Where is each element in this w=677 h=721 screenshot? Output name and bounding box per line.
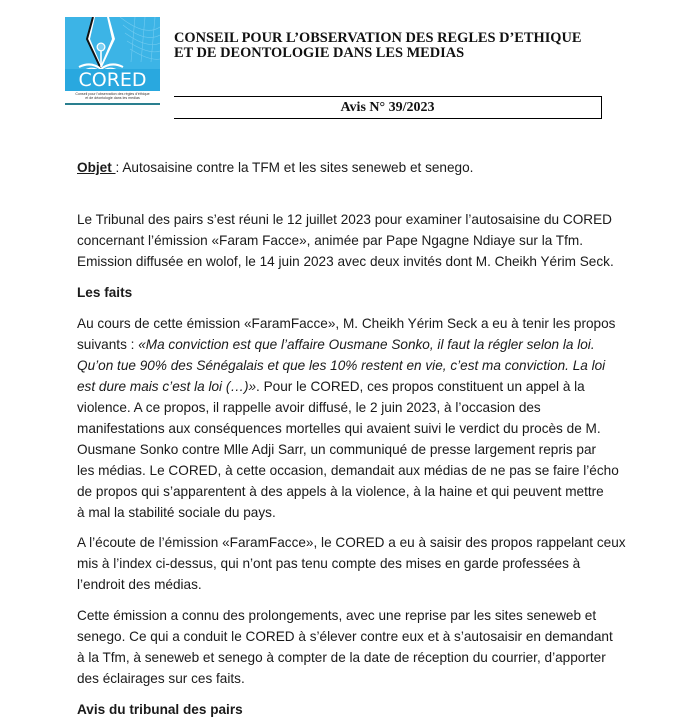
- paragraph-line: concernant l’émission «Faram Facce», animée par Pape Ngagne Ndiaye sur la Tfm.: [77, 233, 583, 248]
- paragraph-line: Le Tribunal des pairs s’est réuni le 12 juillet 2023 pour examiner l’autosaisine du CORED: [77, 212, 612, 227]
- organization-title-line: CONSEIL POUR L’OBSERVATION DES REGLES D’ETHIQUE: [174, 30, 582, 46]
- objet-line: [77, 159, 473, 177]
- logo-wordmark: CORED: [65, 69, 160, 91]
- quote-text: «Ma conviction est que l’affaire Ousmane Sonko, il faut la régler selon la loi.: [138, 337, 595, 352]
- paragraph-line: de propos qui s’apparentent à des appels à la violence, à la haine et qui peuvent mettre: [77, 484, 604, 499]
- paragraph-line: [77, 378, 585, 396]
- objet-label: Objet: [77, 160, 116, 175]
- paragraph-line: des éclairages sur ces faits.: [77, 671, 245, 686]
- paragraph-line: Au cours de cette émission «FaramFacce», M. Cheikh Yérim Seck a eu à tenir les propos: [77, 316, 616, 331]
- organization-title-line: ET DE DEONTOLOGIE DANS LES MEDIAS: [174, 45, 465, 61]
- cored-logo: [65, 17, 160, 111]
- logo-divider: [65, 103, 160, 105]
- paragraph-line: Cette émission a connu des prolongements, avec une reprise par les sites seneweb et: [77, 608, 597, 623]
- paragraph-line: les médias. Le CORED, à cette occasion, demandait aux médias de ne pas se faire l’écho: [77, 463, 619, 478]
- text-run: . Pour le CORED, ces propos constituent un appel à la: [256, 379, 585, 394]
- paragraph-line: [77, 336, 595, 354]
- paragraph-line: violence. A ce propos, il rappelle avoir diffusé, le 2 juin 2023, à l’occasion des: [77, 400, 541, 415]
- text-run: suivants :: [77, 337, 139, 352]
- logo-caption: [65, 92, 160, 100]
- paragraph-line: senego. Ce qui a conduit le CORED à s’élever contre eux et à s’autosaisir en demandant: [77, 629, 613, 644]
- avis-number-box: Avis N° 39/2023: [174, 96, 602, 119]
- paragraph-line: Emission diffusée en wolof, le 14 juin 2023 avec deux invités dont M. Cheikh Yérim Seck.: [77, 254, 614, 269]
- paragraph-line: mis à l’index ci-dessus, qui n’ont pas tenu compte des mises en garde professées à: [77, 556, 581, 571]
- paragraph-line: à mal la stabilité sociale du pays.: [77, 505, 276, 520]
- section-heading-les-faits: Les faits: [77, 285, 133, 300]
- organization-title: [174, 31, 614, 61]
- logo-caption-line: Conseil pour l'observation des règles d'éthique: [75, 92, 150, 96]
- paragraph-line: manifestations aux conséquences mortelles qui avaient suivi le verdict du procès de M.: [77, 421, 601, 436]
- paragraph-line: Ousmane Sonko contre Mlle Adji Sarr, un communiqué de presse largement repris par: [77, 442, 597, 457]
- paragraph-line: à la Tfm, à seneweb et senego à compter de la date de réception du courrier, d’apporter: [77, 650, 606, 665]
- paragraph-line: A l’écoute de l’émission «FaramFacce», le CORED a eu à saisir des propos rappelant ceux: [77, 535, 626, 550]
- paragraph-line: l’endroit des médias.: [77, 577, 202, 592]
- quote-text: Qu’on tue 90% des Sénégalais et que les 10% restent en vie, c’est ma conviction. La loi: [77, 358, 606, 373]
- logo-caption-line: et de déontologie dans les medias: [85, 96, 140, 101]
- quote-text: est dure mais c’est la loi (…)»: [77, 379, 257, 394]
- section-heading-avis-tribunal: Avis du tribunal des pairs: [77, 702, 243, 717]
- objet-text: : Autosaisine contre la TFM et les sites seneweb et senego.: [115, 160, 474, 175]
